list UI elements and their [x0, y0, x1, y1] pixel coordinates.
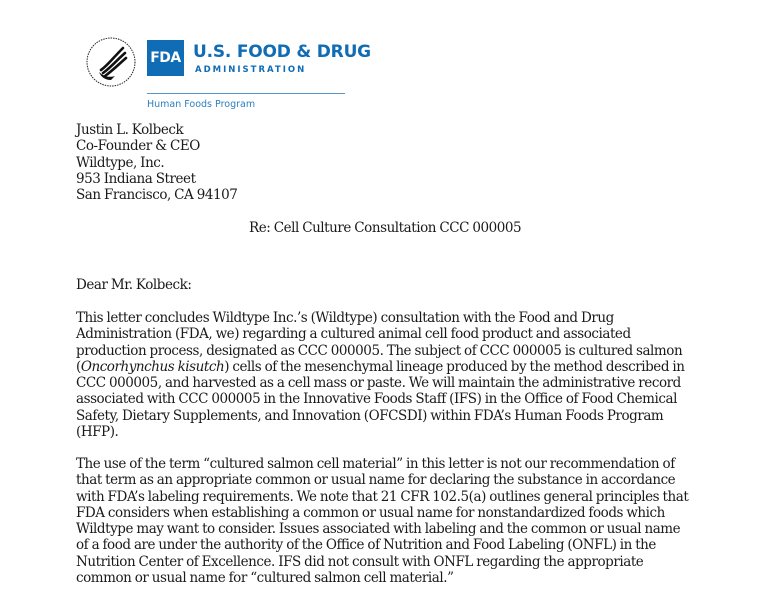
program-name: Human Foods Program — [147, 99, 256, 110]
paragraph-line: (HFP). — [76, 424, 119, 441]
address-line: Wildtype, Inc. — [76, 154, 165, 171]
subject-line: Re: Cell Culture Consultation CCC 000005 — [249, 220, 522, 236]
paragraph-line: with FDA’s labeling requirements. We note that 21 CFR 102.5(a) outlines general principles that — [76, 488, 689, 505]
paragraph-line: common or usual name for “cultured salmon cell material.” — [76, 570, 454, 587]
paragraph-line: Administration (FDA, we) regarding a cultured animal cell food product and associated — [76, 326, 631, 343]
line-rest: ) cells of the mesenchymal lineage produced by the method described in — [224, 358, 685, 375]
recipient-address — [76, 122, 237, 203]
species-name: Oncorhynchus kisutch — [80, 358, 225, 375]
paragraph-line: production process, designated as CCC 000005. The subject of CCC 000005 is cultured salmon — [76, 342, 683, 359]
paragraph-1 — [76, 310, 756, 440]
letterhead-divider — [147, 93, 345, 94]
paragraph-line: Safety, Dietary Supplements, and Innovation (OFCSDI) within FDA’s Human Foods Program — [76, 407, 664, 424]
paragraph-line: This letter concludes Wildtype Inc.’s (Wildtype) consultation with the Food and Drug — [76, 310, 614, 326]
org-name: U.S. FOOD & DRUG — [193, 42, 371, 62]
paragraph-2 — [76, 456, 756, 586]
letterhead — [85, 36, 371, 116]
address-line: 953 Indiana Street — [76, 170, 196, 187]
paragraph-line: The use of the term “cultured salmon cell material” in this letter is not our recommendation of — [76, 456, 675, 472]
address-line: Justin L. Kolbeck — [76, 122, 184, 138]
fda-logo-mark: FDA — [147, 40, 184, 76]
org-subtitle: ADMINISTRATION — [195, 65, 307, 75]
paragraph-line: CCC 000005, and harvested as a cell mass or paste. We will maintain the administrative record — [76, 375, 681, 392]
paragraph-line: Nutrition Center of Excellence. IFS did not consult with ONFL regarding the appropriate — [76, 553, 644, 570]
salutation: Dear Mr. Kolbeck: — [76, 277, 192, 293]
paragraph-line — [76, 359, 756, 375]
hhs-seal-icon — [85, 36, 137, 88]
address-line: Co-Founder & CEO — [76, 138, 200, 155]
paren-open: ( — [76, 358, 81, 375]
paragraph-line: Wildtype may want to consider. Issues associated with labeling and the common or usual name — [76, 521, 681, 538]
paragraph-line: associated with CCC 000005 in the Innovative Foods Staff (IFS) in the Office of Food Chemical — [76, 391, 677, 408]
paragraph-line: of a food are under the authority of the Office of Nutrition and Food Labeling (ONFL) in the — [76, 537, 656, 554]
paragraph-line: FDA considers when establishing a common or usual name for nonstandardized foods which — [76, 504, 665, 521]
address-line: San Francisco, CA 94107 — [76, 187, 238, 204]
paragraph-line: that term as an appropriate common or usual name for declaring the substance in accordance — [76, 472, 676, 489]
